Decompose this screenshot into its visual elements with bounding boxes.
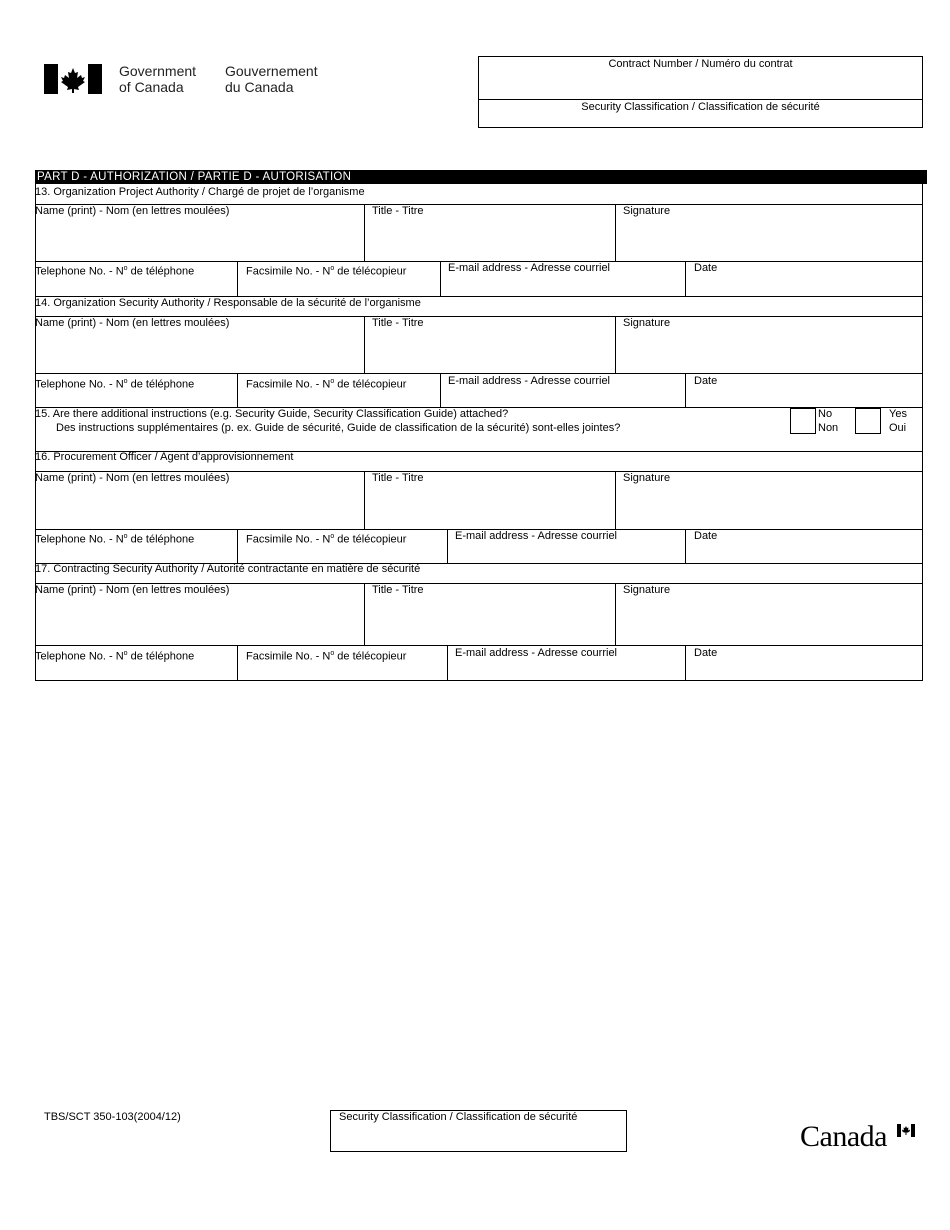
s14-telephone-field[interactable] [38, 389, 238, 408]
contract-number-field[interactable] [482, 73, 922, 97]
s17-date-label: Date [694, 647, 718, 659]
s16-email-field[interactable] [451, 545, 686, 564]
s13-date-label: Date [694, 262, 718, 274]
s13-fax-label: Facsimile No. - $N^o$ de télécopieur [246, 265, 407, 278]
header-security-classification-label: Security Classification / Classification de sécurité [581, 101, 820, 113]
section-13-title: 13. Organization Project Authority / Chargé de projet de l’organisme [35, 186, 365, 198]
footer-security-classification-label: Security Classification / Classification de sécurité [339, 1111, 578, 1123]
s14-email-field[interactable] [444, 389, 686, 408]
s15-question-en: 15. Are there additional instructions (e.g. Security Guide, Security Classification Guide) attached? [35, 408, 509, 420]
s13-name-label: Name (print) - Nom (en lettres moulées) [35, 205, 230, 217]
contract-number-label: Contract Number / Numéro du contrat [608, 58, 793, 70]
section-14-title: 14. Organization Security Authority / Responsable de la sécurité de l’organisme [35, 297, 421, 309]
canada-wordmark: Canada [800, 1120, 887, 1153]
s17-signature-label: Signature [623, 584, 671, 596]
s16-email-label: E-mail address - Adresse courriel [455, 530, 618, 542]
s15-yes-label-fr: Oui [889, 422, 907, 434]
s17-telephone-field[interactable] [38, 662, 238, 681]
s15-no-label-en: No [818, 408, 833, 420]
s14-signature-area[interactable] [619, 334, 919, 368]
s15-yes-label-en: Yes [889, 408, 907, 420]
header-security-classification-field[interactable] [482, 112, 922, 128]
s16-telephone-label: Telephone No. - $N^o$ de téléphone [35, 533, 195, 546]
footer-security-classification-field[interactable] [334, 1126, 627, 1150]
s14-title-field[interactable] [368, 334, 615, 370]
s16-name-field[interactable] [38, 489, 364, 526]
s15-question-fr: Des instructions supplémentaires (p. ex. Guide de sécurité, Guide de classification de la sécurité) sont-elles jointes? [56, 422, 621, 434]
form-number: TBS/SCT 350-103(2004/12) [44, 1111, 181, 1123]
s13-fax-field[interactable] [241, 277, 441, 296]
s17-name-field[interactable] [38, 601, 364, 642]
government-fr-line2: du Canada [225, 79, 294, 95]
s14-email-label: E-mail address - Adresse courriel [448, 375, 611, 387]
s15-no-label-fr: Non [818, 422, 839, 434]
s17-title-label: Title - Titre [372, 584, 424, 596]
s14-title-label: Title - Titre [372, 317, 424, 329]
s16-signature-area[interactable] [619, 489, 919, 524]
s16-signature-label: Signature [623, 472, 671, 484]
s16-fax-field[interactable] [241, 545, 448, 564]
s13-telephone-label: Telephone No. - $N^o$ de téléphone [35, 265, 195, 278]
s13-name-field[interactable] [38, 222, 364, 258]
canada-flag-icon [44, 64, 102, 94]
s16-fax-label: Facsimile No. - $N^o$ de télécopieur [246, 533, 407, 546]
s14-fax-label: Facsimile No. - $N^o$ de télécopieur [246, 378, 407, 391]
s17-telephone-label: Telephone No. - $N^o$ de téléphone [35, 650, 195, 663]
part-d-title: PART D - AUTHORIZATION / PARTIE D - AUTORISATION [37, 171, 352, 183]
s14-fax-field[interactable] [241, 389, 441, 408]
s13-title-field[interactable] [368, 222, 615, 258]
s16-telephone-field[interactable] [38, 545, 238, 564]
s13-email-label: E-mail address - Adresse courriel [448, 262, 611, 274]
s13-email-field[interactable] [444, 277, 686, 296]
s16-title-field[interactable] [368, 489, 615, 526]
s17-email-field[interactable] [451, 662, 686, 681]
s13-telephone-field[interactable] [38, 277, 238, 296]
government-en-line2: of Canada [119, 79, 184, 95]
s17-date-field[interactable] [689, 662, 923, 681]
s17-signature-area[interactable] [619, 601, 919, 640]
s14-date-field[interactable] [689, 389, 923, 408]
s16-date-label: Date [694, 530, 718, 542]
government-fr-line1: Gouvernement [225, 63, 318, 79]
s17-email-label: E-mail address - Adresse courriel [455, 647, 618, 659]
s16-name-label: Name (print) - Nom (en lettres moulées) [35, 472, 230, 484]
s17-name-label: Name (print) - Nom (en lettres moulées) [35, 584, 230, 596]
section-17-title: 17. Contracting Security Authority / Autorité contractante en matière de sécurité [35, 563, 421, 575]
canada-wordmark-flag-icon [897, 1124, 915, 1137]
s15-no-checkbox[interactable] [790, 408, 816, 434]
s16-title-label: Title - Titre [372, 472, 424, 484]
s16-date-field[interactable] [689, 545, 923, 564]
s14-signature-label: Signature [623, 317, 671, 329]
s13-title-label: Title - Titre [372, 205, 424, 217]
s13-signature-label: Signature [623, 205, 671, 217]
section-16-title: 16. Procurement Officer / Agent d’approvisionnement [35, 451, 294, 463]
s17-title-field[interactable] [368, 601, 615, 642]
s13-signature-area[interactable] [619, 222, 919, 256]
s14-name-label: Name (print) - Nom (en lettres moulées) [35, 317, 230, 329]
s17-fax-label: Facsimile No. - $N^o$ de télécopieur [246, 650, 407, 663]
government-en-line1: Government [119, 63, 197, 79]
s13-date-field[interactable] [689, 277, 923, 296]
s14-name-field[interactable] [38, 334, 364, 370]
s14-telephone-label: Telephone No. - $N^o$ de téléphone [35, 378, 195, 391]
s15-yes-checkbox[interactable] [855, 408, 881, 434]
s17-fax-field[interactable] [241, 662, 448, 681]
s14-date-label: Date [694, 375, 718, 387]
